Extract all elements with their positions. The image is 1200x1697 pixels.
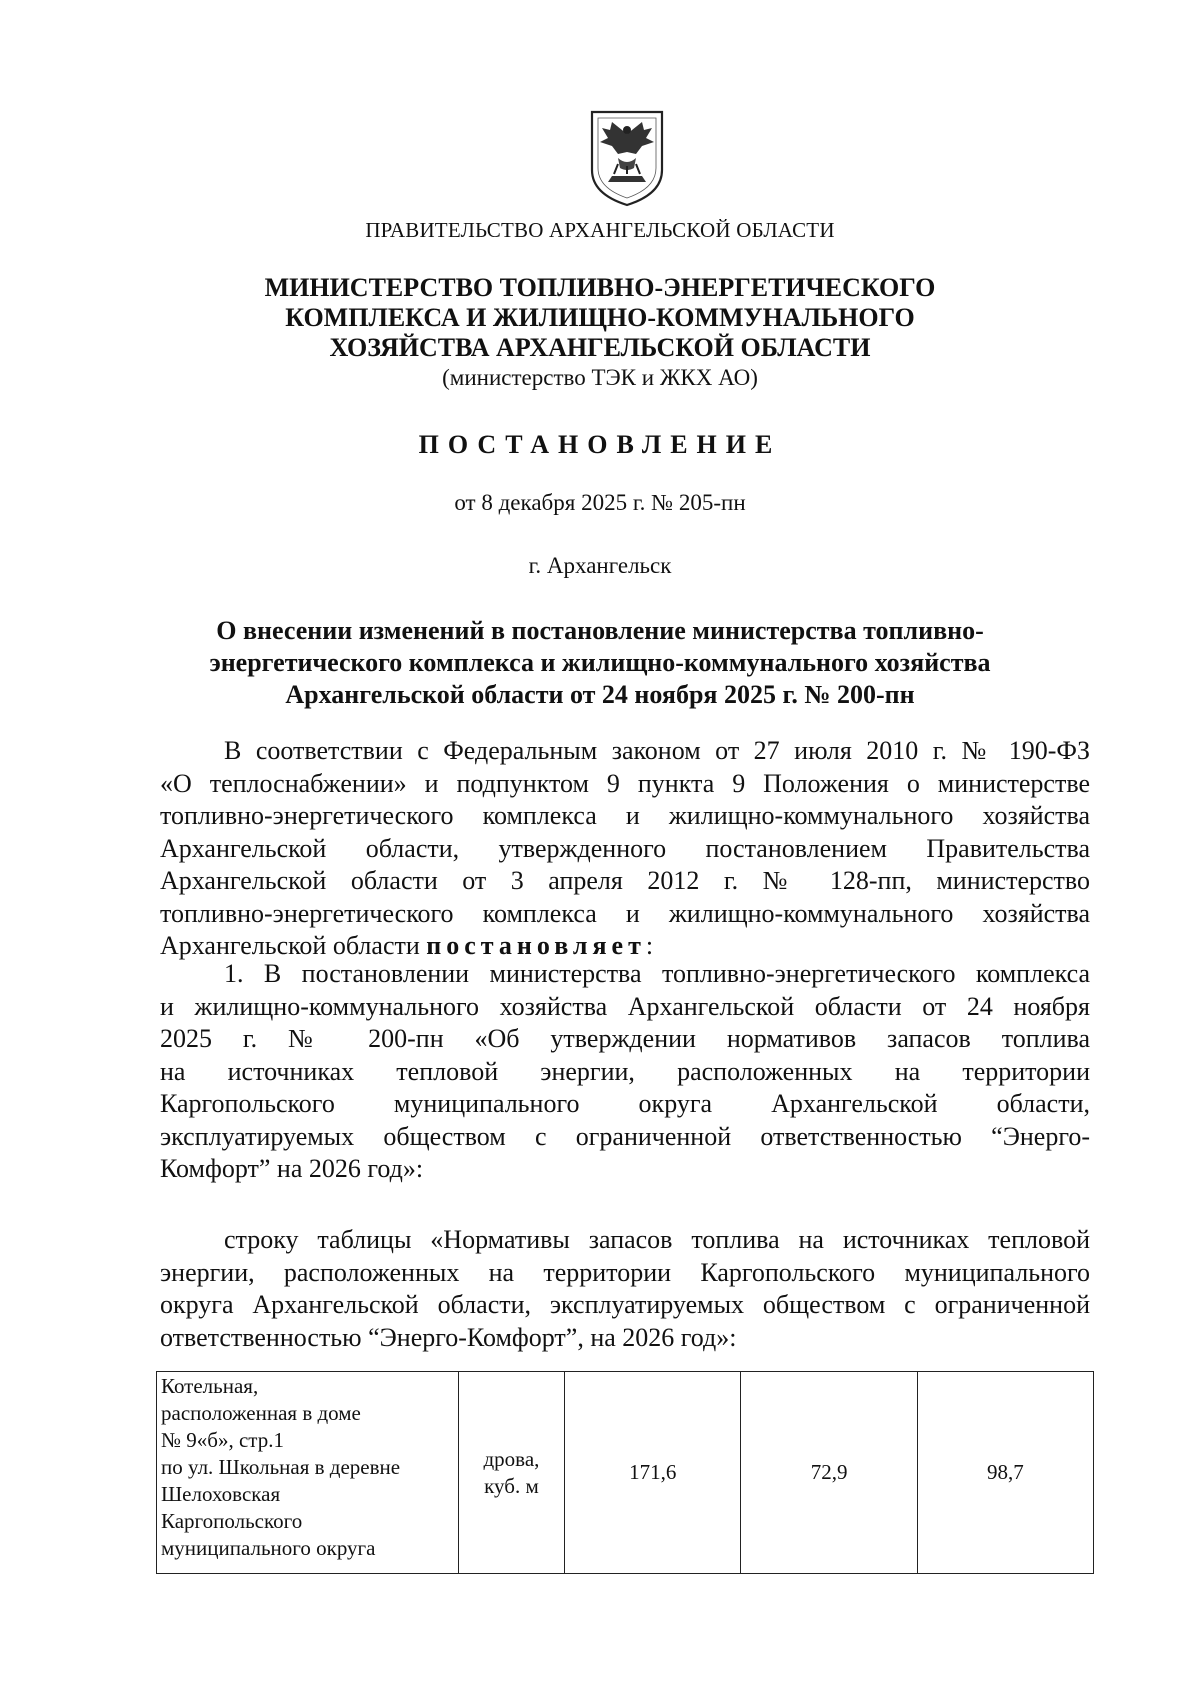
decree-colon: : [645, 931, 654, 960]
boiler-location-line: по ул. Школьная в деревне [161, 1455, 401, 1479]
value-cell-2: 72,9 [741, 1372, 917, 1574]
preamble-paragraph [160, 735, 1090, 963]
document-title [0, 615, 1200, 711]
boiler-location-line: Каргопольского [161, 1509, 303, 1533]
table-intro-line: строку таблицы «Нормативы запасов топлива на источниках тепловой [224, 1225, 1090, 1254]
preamble-line: топливно-энергетического комплекса и жилищно-коммунального хозяйства [160, 898, 1090, 928]
item-1-line: Каргопольского муниципального округа Архангельской области, [160, 1089, 1090, 1118]
table-intro-line: энергии, расположенных на территории Каргопольского муниципального [160, 1257, 1090, 1287]
preamble-line: Архангельской области от 3 апреля 2012 г. № 128-пп, министерство [160, 866, 1090, 895]
coat-of-arms-emblem [588, 108, 666, 208]
preamble-line: топливно-энергетического комплекса и жилищно-коммунального хозяйства [160, 801, 1090, 830]
fuel-norms-table [156, 1371, 1094, 1574]
fuel-unit-line: куб. м [484, 1473, 539, 1498]
document-city: г. Архангельск [528, 553, 672, 578]
fuel-type-line: дрова, [483, 1446, 540, 1471]
item-1-line: 1. В постановлении министерства топливно-энергетического комплекса [224, 959, 1090, 988]
title-line: Архангельской области от 24 ноября 2025 г. № 200-пн [285, 680, 915, 709]
decree-word: постановляет [426, 931, 646, 960]
value-cell-3: 98,7 [917, 1372, 1093, 1574]
boiler-location-line: расположенная в доме [161, 1401, 361, 1425]
ministry-short-name: (министерство ТЭК и ЖКХ АО) [442, 365, 758, 390]
title-line: О внесении изменений в постановление министерства топливно- [216, 616, 984, 645]
ministry-name-line: КОМПЛЕКСА И ЖИЛИЩНО-КОММУНАЛЬНОГО [285, 303, 915, 332]
ministry-name [0, 273, 1200, 363]
boiler-location-line: № 9«б», стр.1 [161, 1428, 284, 1452]
preamble-line: Архангельской области, утвержденного постановлением Правительства [160, 833, 1090, 863]
value-cell-1: 171,6 [564, 1372, 740, 1574]
ministry-name-line: ХОЗЯЙСТВА АРХАНГЕЛЬСКОЙ ОБЛАСТИ [329, 333, 871, 362]
boiler-location-cell [157, 1372, 459, 1574]
table-row [157, 1372, 1094, 1574]
boiler-location-line: муниципального округа [161, 1536, 376, 1560]
table-intro-line: ответственностью “Энерго-Комфорт”, на 2026 год»: [160, 1322, 737, 1352]
fuel-type-cell [458, 1372, 564, 1574]
table-intro-paragraph [160, 1224, 1090, 1354]
item-1-line: на источниках тепловой энергии, расположенных на территории [160, 1056, 1090, 1086]
document-type: ПОСТАНОВЛЕНИЕ [418, 430, 782, 459]
item-1-line: Комфорт” на 2026 год»: [160, 1154, 424, 1183]
government-name: ПРАВИТЕЛЬСТВО АРХАНГЕЛЬСКОЙ ОБЛАСТИ [365, 218, 835, 242]
preamble-line: «О теплоснабжении» и подпунктом 9 пункта 9 Положения о министерстве [160, 768, 1090, 798]
title-line: энергетического комплекса и жилищно-коммунального хозяйства [209, 648, 991, 677]
ministry-name-line: МИНИСТЕРСТВО ТОПЛИВНО-ЭНЕРГЕТИЧЕСКОГО [264, 273, 936, 302]
item-1-line: и жилищно-коммунального хозяйства Архангельской области от 24 ноября [160, 991, 1090, 1021]
preamble-last-line-text: Архангельской области [160, 931, 427, 960]
boiler-location-line: Котельная, [161, 1374, 259, 1398]
document-date-number: от 8 декабря 2025 г. № 205-пн [454, 490, 746, 515]
boiler-location-line: Шелоховская [161, 1482, 281, 1506]
item-1-line: 2025 г. № 200-пн «Об утверждении нормативов запасов топлива [160, 1024, 1090, 1053]
item-1-line: эксплуатируемых обществом с ограниченной ответственностью “Энерго- [160, 1121, 1090, 1151]
table-intro-line: округа Архангельской области, эксплуатируемых обществом с ограниченной [160, 1290, 1090, 1319]
item-1-paragraph [160, 958, 1090, 1186]
preamble-line: В соответствии с Федеральным законом от 27 июля 2010 г. № 190-ФЗ [224, 736, 1090, 765]
